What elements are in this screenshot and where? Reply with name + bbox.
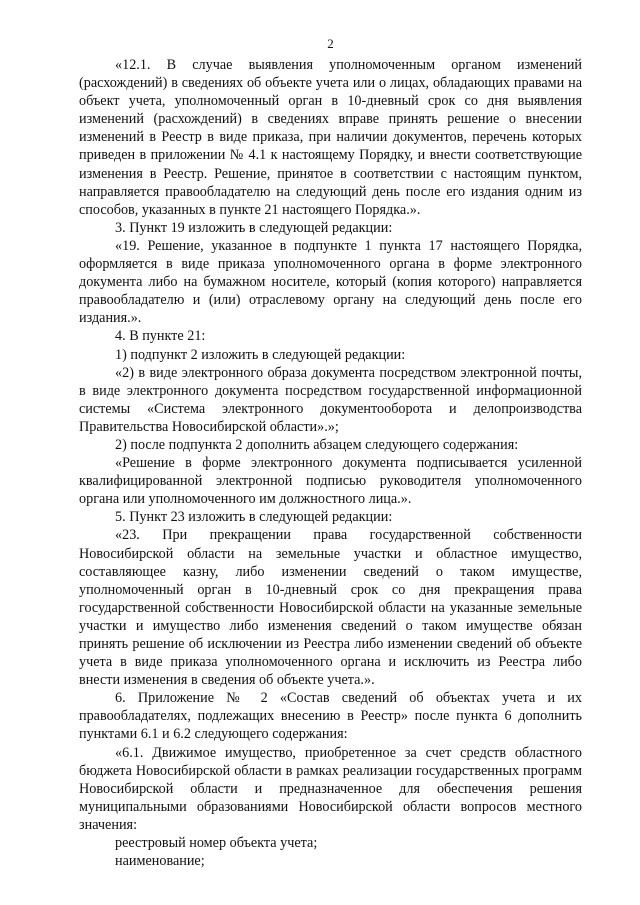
paragraph-12-1: «12.1. В случае выявления уполномоченным органом изменений (расхождений) в сведениях об объекте учета или о лицах, обладающих правами на объект учета, уполномоченный орган в 10-дневный срок со дня выявления изменений (расхождений) в сведениях вправе принять решение о внесении изменений в Реестр в виде приказа, при наличии документов, перечень которых приведен в приложении № 4.1 к настоящему Порядку, и внести соответствующие изменения в Реестр. Решение, принятое в соответствии с настоящим пунктом, направляется правообладателю на следующий день после его издания одним из способов, указанных в пункте 21 настоящего Порядка.». xyxy=(79,57,582,218)
paragraph-19: «19. Решение, указанное в подпункте 1 пункта 17 настоящего Порядка, оформляется в виде приказа уполномоченного органа в форме электронного документа либо на бумажном носителе, который (копия которого) направляется правообладателю и (или) отраслевому органу на следующий день после его издания.». xyxy=(79,237,582,327)
paragraph-name: наименование; xyxy=(115,853,205,870)
paragraph-item-3: 3. Пункт 19 изложить в следующей редакции: xyxy=(115,219,393,236)
paragraph-6-1: «6.1. Движимое имущество, приобретенное за счет средств областного бюджета Новосибирской области в рамках реализации государственных программ Новосибирской области и предназначенное для обеспечения решения муниципальными образованиями Новосибирской области вопросов местного значения: xyxy=(79,744,582,833)
paragraph-item-5: 5. Пункт 23 изложить в следующей редакции: xyxy=(115,509,393,526)
paragraph-electronic-signature: «Решение в форме электронного документа подписывается усиленной квалифицированной электронной подписью руководителя уполномоченного органа или уполномоченного им должностного лица.». xyxy=(79,455,582,508)
paragraph-23: «23. При прекращении права государственной собственности Новосибирской области на земельные участки и областное имущество, составляющее казну, либо изменении сведений о таком имуществе, уполномоченный орган в 10-дневный срок со дня прекращения права государственной собственности Новосибирской области на указанные земельные участки и имущество либо изменения сведений о таком имуществе обязан принять решение об исключении из Реестра либо изменении сведений об объекте учета в виде приказа уполномоченного органа и исключить из Реестра либо внести изменения в сведения об объекте учета.». xyxy=(79,527,582,689)
paragraph-subitem-1: 1) подпункт 2 изложить в следующей редакции: xyxy=(115,346,406,363)
paragraph-item-4: 4. В пункте 21: xyxy=(115,328,206,345)
paragraph-registry-number: реестровый номер объекта учета; xyxy=(115,835,318,852)
paragraph-subitem-2-text: «2) в виде электронного образа документа посредством электронной почты, в виде электронного документа посредством государственной информационной системы «Система электронного документооборота и делопроизводства Правительства Новосибирской области».»; xyxy=(79,364,582,435)
page-number: 2 xyxy=(327,36,334,51)
paragraph-item-6: 6. Приложение № 2 «Состав сведений об объектах учета и их правообладателях, подлежащих внесению в Реестр» после пункта 6 дополнить пунктами 6.1 и 6.2 следующего содержания: xyxy=(79,690,582,743)
paragraph-subitem-2-addition: 2) после подпункта 2 дополнить абзацем следующего содержания: xyxy=(115,436,519,453)
